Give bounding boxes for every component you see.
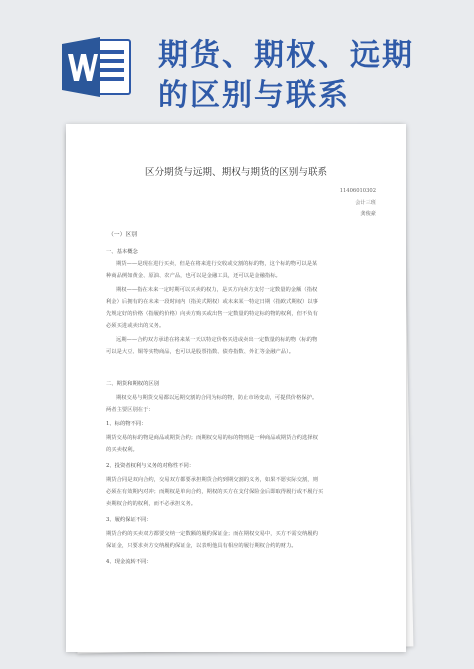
paragraph-line: 期权交易与期货交易都以远期交割的合同为标的物，防止市场变动，可提供价格保护。 <box>116 395 318 401</box>
paragraph-line: 期货合同是双向合约，交易双方都要承担期货合约到期交割的义务，如果不愿实际交割，则 <box>106 477 318 483</box>
banner-title-line-2: 的区别与联系 <box>158 78 350 113</box>
author-name: 龚俊豪 <box>360 211 376 217</box>
paragraph-line: 期货交易的标的物是商品或期货合约；而期权交易的标的物则是一种商品或期货合约选择权 <box>106 435 318 441</box>
class-name: 会计三班 <box>355 200 376 206</box>
banner-title-line-1: 期货、期权、远期 <box>158 38 414 73</box>
paragraph-line: 必须在有效期内对冲；而期权是单向合约，期权的买方在支付保险金后即取得履行或不履行买 <box>106 489 324 495</box>
word-icon <box>62 34 132 100</box>
student-id: 11406010302 <box>339 188 376 194</box>
document-title: 区分期货与远期、期权与期货的区别与联系 <box>144 167 328 178</box>
subsection-heading: 二、期货和期权的区别 <box>106 381 159 387</box>
list-heading: 3、履约保证不同： <box>106 517 152 523</box>
paragraph-line: 必须买进或卖出的义务。 <box>106 323 165 329</box>
subsection-heading: 一、基本概念 <box>106 249 138 255</box>
paragraph-line: 保证金，只要求卖方交纳履约保证金，以表明他具有相应的履行期权合约的财力。 <box>106 543 297 549</box>
paragraph-line: 远期——合约双方承诺在将来某一天以特定价格买进或卖出一定数量的标的物（标的物 <box>116 337 318 343</box>
paragraph-line: 利金）后拥有的在未来一段时间内（指美式期权）或未来某一特定日期（指欧式期权）以事 <box>106 299 318 305</box>
paragraph-line: 两者主要区别在于： <box>106 407 154 413</box>
document-page <box>66 124 406 652</box>
list-heading: 4、现金流转不同： <box>106 559 152 565</box>
paragraph-line: 可以是大豆、铜等实物商品，也可以是股票指数、债券指数、外汇等金融产品）。 <box>106 349 295 355</box>
paragraph-line: 期货合约的买卖双方都要交纳一定数额的履约保证金；而在期权交易中，买方不需交纳履约 <box>106 531 318 537</box>
section-heading: （一）区别 <box>108 232 137 238</box>
list-heading: 2、投资者权利与义务的对称性不同： <box>106 463 195 469</box>
list-heading: 1、标的物不同： <box>106 421 147 427</box>
paragraph-line: 期权——指在未来一定时期可以买卖的权力，是买方向卖方支付一定数量的金额（指权 <box>116 287 318 293</box>
paragraph-line: 期货——是现在进行买卖，但是在将来进行交收或交割的标的物，这个标的物可以是某 <box>116 261 318 267</box>
paragraph-line: 种商品例如黄金、原油、农产品，也可以是金融工具，还可以是金融指标。 <box>106 273 281 279</box>
paragraph-line: 先规定好的价格（指履约价格）向卖方购买或出售一定数量的特定标的物的权利，但不负有 <box>106 311 318 317</box>
paragraph-line: 卖期权合约的权利，而不必承担义务。 <box>106 501 197 507</box>
paragraph-line: 的买卖权利。 <box>106 447 138 453</box>
banner <box>0 0 474 118</box>
